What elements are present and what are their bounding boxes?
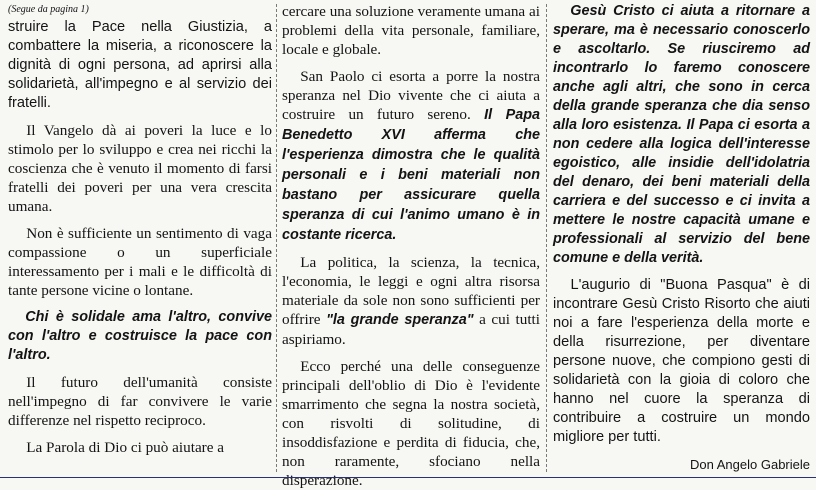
author-signature: Don Angelo Gabriele bbox=[690, 457, 810, 472]
bottom-rule bbox=[0, 477, 816, 478]
paragraph bbox=[282, 253, 540, 349]
paragraph-text: La politica, la scienza, la tecnica, l'economia, le leggi e ogni altra risorsa materiale da sole non sono sufficienti per offrire bbox=[282, 254, 540, 328]
paragraph-text: San Paolo ci esorta a porre la nostra speranza nel Dio vivente che ci aiuta a costruire un futuro sereno. bbox=[282, 68, 540, 123]
paragraph: L'augurio di "Buona Pasqua" è di incontrare Gesù Cristo Risorto che aiuti noi a fare l'esperienza della morte e della risurrezione, per diventare persone nuove, che compiono gesti di solidarietà con la gioia di coloro che hanno nel cuore la speranza di contribuire a costruire un mondo migliore per tutti. bbox=[553, 277, 810, 445]
highlighted-paragraph: Gesù Cristo ci aiuta a ritornare a sperare, ma è necessario conoscerlo e ascoltarlo. Se riusciremo ad incontrarlo lo faremo conoscere anche agli altri, che sono in cerca della grande speranza che dia senso alla loro esistenza. Il Papa ci esorta a non cedere alla logica dell'interesse egoistico, alle insidie dell'idolatria del denaro, dei beni materiali della carriera e del successo e ci invita a mettere le nostre capacità umane e professionali al servizio del bene comune e della verità. bbox=[553, 3, 810, 266]
paragraph: cercare una soluzione veramente umana ai problemi della vita personale, familiare, locale e globale. bbox=[282, 3, 540, 58]
highlighted-paragraph: Chi è solidale ama l'altro, convive con l'altro e costruisce la pace con l'altro. bbox=[8, 309, 272, 363]
article-column-2 bbox=[282, 0, 541, 489]
pope-quote: Il Papa Benedetto XVI afferma che l'esperienza dimostra che le qualità personali e i beni materiali non bastano per assicurare quella speranza di cui l'animo umano è in costante ricerca. bbox=[282, 107, 541, 243]
great-hope-quote: "la grande speranza" bbox=[326, 312, 474, 328]
paragraph: Il Vangelo dà ai poveri la luce e lo stimolo per lo sviluppo e crea nei ricchi la coscienza che è venuto il momento di farsi fratelli dei poveri per una vera crescita umana. bbox=[8, 122, 272, 215]
paragraph: La Parola di Dio ci può aiutare a bbox=[26, 439, 225, 456]
continuation-note: (Segue da pagina 1) bbox=[8, 4, 89, 15]
paragraph: struire la Pace nella Giustizia, a combattere la miseria, a riconoscere la dignità di ogni persona, ad aprirsi alla solidarietà, all'impegno e al servizio dei fratelli. bbox=[8, 19, 272, 111]
article-column-3 bbox=[553, 0, 810, 480]
paragraph bbox=[282, 67, 540, 245]
column-divider bbox=[546, 4, 547, 472]
article-column-1 bbox=[8, 0, 272, 480]
column-divider bbox=[276, 4, 277, 472]
paragraph: Ecco perché una delle conseguenze principali dell'oblio di Dio è l'evidente smarrimento che segna la nostra società, con risvolti di solitudine, di insoddisfazione e perdita di fiducia, che, non raramente, sfociano nella disperazione. bbox=[282, 358, 540, 489]
paragraph: Non è sufficiente un sentimento di vaga compassione o un superficiale interessamento per i mali e le difficoltà di tante persone vicine o lontane. bbox=[8, 225, 272, 299]
paragraph: Il futuro dell'umanità consiste nell'impegno di far convivere le varie differenze nel rispetto reciproco. bbox=[8, 374, 272, 429]
paragraph-text: a cui tutti aspiriamo. bbox=[282, 311, 540, 348]
